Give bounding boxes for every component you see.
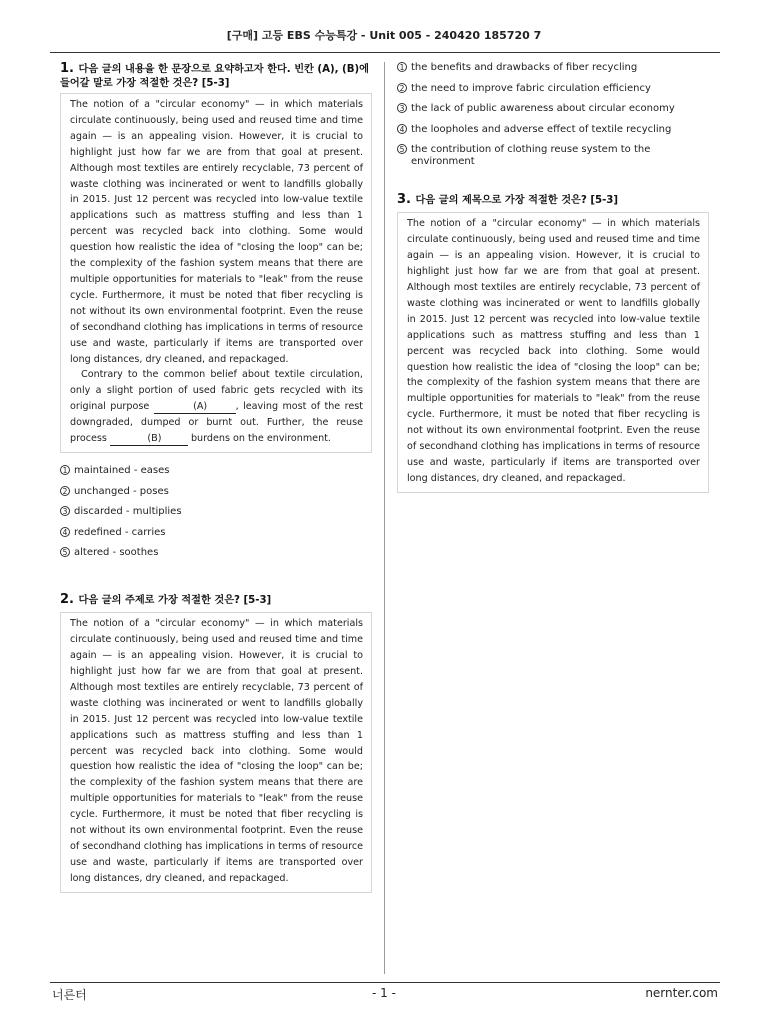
question-2-prompt: 다음 글의 주제로 가장 적절한 것은? [5-3] [78,595,272,607]
option-text: the contribution of clothing reuse system to the environment [411,144,651,168]
question-1-options [60,465,372,559]
answer-option-2[interactable] [397,83,709,95]
option-text: the loopholes and adverse effect of textile recycling [411,123,672,135]
answer-option-3[interactable] [60,506,372,518]
option-number-icon: 5 [60,547,70,557]
answer-option-2[interactable] [60,486,372,498]
summary-text-2: , leaving most of the rest downgraded, dumped or burnt out. Further, the reuse process [70,401,364,445]
option-number-icon: 2 [60,486,70,496]
option-text: the benefits and drawbacks of fiber recycling [411,62,638,73]
answer-option-5[interactable] [60,547,372,559]
option-number-icon: 5 [397,144,407,154]
blank-b: (B) [110,433,188,446]
answer-option-1[interactable] [60,465,372,477]
footer-site: nernter.com [645,986,718,1000]
answer-option-4[interactable] [397,124,709,136]
option-text: maintained - eases [74,464,170,476]
question-2-passage-box [60,612,372,892]
option-number-icon: 4 [397,124,407,134]
question-1 [60,62,372,559]
right-column [397,62,709,493]
question-2-options [397,62,709,168]
column-divider [384,62,385,974]
answer-option-1[interactable] [397,62,709,74]
option-text: the lack of public awareness about circular economy [411,103,675,115]
footer-divider [50,982,720,983]
left-column [60,62,372,893]
option-number-icon: 1 [60,465,70,475]
question-1-summary [70,367,363,447]
question-1-passage: The notion of a "circular economy" — in which materials circulate continuously, being used and reused time and time again — is an appealing vision. However, it is crucial to highlight just how far we are from that goal at present. Although most textiles are entirely recyclable, 73 percent of waste clothing was incinerated or went to landfills globally in 2015. Just 12 percent was recycled into low-value textile applications such as mattress stuffing and less than 1 percent was recycled back into clothing. Some would question how realistic the idea of "closing the loop" can be; the complexity of the fashion system means that there are multiple opportunities for materials to "leak" from the reuse cycle. Furthermore, it must be noted that fiber recycling is not without its own environmental footprint. Even the reuse of secondhand clothing has implications in terms of resource use and waste, particularly if items are transported over long distances, dry cleaned, and repackaged. [70,99,363,365]
answer-option-3[interactable] [397,103,709,115]
option-text: unchanged - poses [74,485,169,497]
option-number-icon: 2 [397,83,407,93]
footer-publisher: 너른터 [52,988,87,1002]
question-2-title [60,593,372,608]
blank-a: (A) [154,401,236,414]
option-number-icon: 3 [397,103,407,113]
option-text: the need to improve fabric circulation efficiency [411,82,651,94]
question-3-title [397,193,709,208]
option-text: discarded - multiplies [74,506,182,518]
page-number: - 1 - [372,986,396,1000]
header-divider [50,52,720,53]
option-number-icon: 3 [60,506,70,516]
question-1-title [60,62,372,91]
option-text: altered - soothes [74,547,159,559]
option-number-icon: 4 [60,527,70,537]
answer-option-4[interactable] [60,527,372,539]
summary-text-1: Contrary to the common belief about textile circulation, only a slight portion of used fabric gets recycled with its original purpose [70,369,363,413]
option-number-icon: 1 [397,62,407,72]
answer-option-5[interactable] [397,144,709,168]
summary-text-3: burdens on the environment. [187,433,331,445]
question-1-number: 1. [60,61,74,76]
question-2-number: 2. [60,592,74,608]
question-2 [60,593,372,892]
option-text: redefined - carries [74,526,166,538]
question-3-prompt: 다음 글의 제목으로 가장 적절한 것은? [5-3] [415,195,619,207]
page-header: [구매] 고등 EBS 수능특강 - Unit 005 - 240420 185720 7 [226,29,542,42]
question-3-passage: The notion of a "circular economy" — in which materials circulate continuously, being used and reused time and time again — is an appealing vision. However, it is crucial to highlight just how far we are from that goal at present. Although most textiles are entirely recyclable, 73 percent of waste clothing was incinerated or went to landfills globally in 2015. Just 12 percent was recycled into low-value textile applications such as mattress stuffing and less than 1 percent was recycled back into clothing. Some would question how realistic the idea of "closing the loop" can be; the complexity of the fashion system means that there are multiple opportunities for materials to "leak" from the reuse cycle. Furthermore, it must be noted that fiber recycling is not without its own environmental footprint. Even the reuse of secondhand clothing has implications in terms of resource use and waste, particularly if items are transported over long distances, dry cleaned, and repackaged. [407,218,700,484]
question-1-prompt: 다음 글의 내용을 한 문장으로 요약하고자 한다. 빈칸 (A), (B)에 들어갈 말로 가장 적절한 것은? [5-3] [60,64,369,89]
question-2-passage: The notion of a "circular economy" — in which materials circulate continuously, being used and reused time and time again — is an appealing vision. However, it is crucial to highlight just how far we are from that goal at present. Although most textiles are entirely recyclable, 73 percent of waste clothing was incinerated or went to landfills globally in 2015. Just 12 percent was recycled into low-value textile applications such as mattress stuffing and less than 1 percent was recycled back into clothing. Some would question how realistic the idea of "closing the loop" can be; the complexity of the fashion system means that there are multiple opportunities for materials to "leak" from the reuse cycle. Furthermore, it must be noted that fiber recycling is not without its own environmental footprint. Even the reuse of secondhand clothing has implications in terms of resource use and waste, particularly if items are transported over long distances, dry cleaned, and repackaged. [70,618,363,884]
question-3-number: 3. [397,192,411,208]
question-3 [397,193,709,492]
question-1-passage-box [60,93,372,453]
question-3-passage-box [397,212,709,492]
